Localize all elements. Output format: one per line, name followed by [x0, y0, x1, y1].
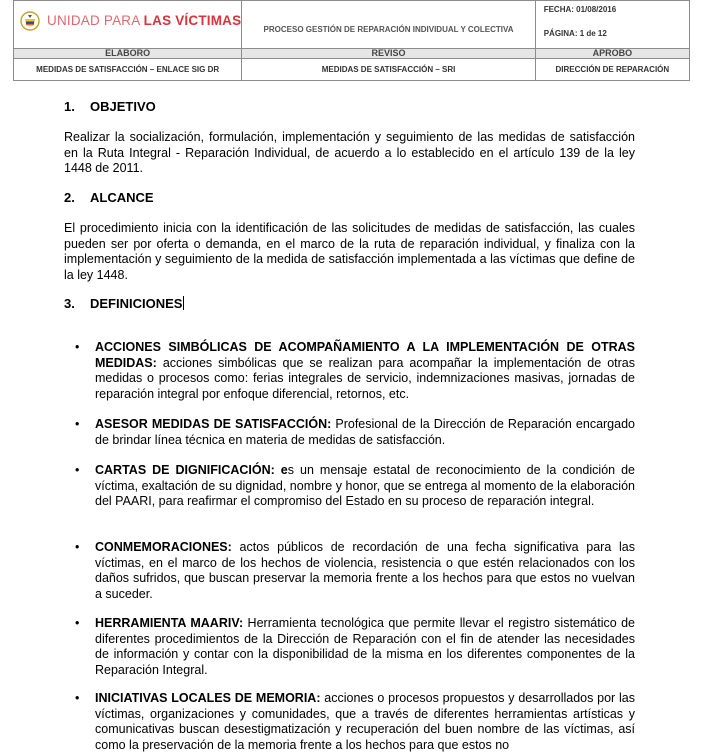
bullet-icon: •	[75, 417, 80, 431]
text-cursor	[183, 296, 184, 310]
section-number: 2.	[64, 190, 75, 205]
objetivo-paragraph[interactable]: Realizar la socialización, formulación, implementación y seguimiento de las medidas de satisfacción en la Ruta Integral - Reparación Individual, de acuerdo a lo establecido en el artículo 139 de la ley 1448 de 2011.	[64, 130, 635, 175]
reviso-value: MEDIDAS DE SATISFACCIÓN – SRI	[242, 59, 535, 81]
definition-text: acciones simbólicas que se realizan para acompañar la implementación de otras medidas o procesos como: ferias integrales de servicio, indemnizaciones masivas, jornadas de reparación integral por enfoque diferencial, retornos, etc.	[95, 355, 635, 401]
definition-term: HERRAMIENTA MAARIV:	[95, 616, 244, 630]
definition-text: acciones o procesos propuestos y desarrollados por las víctimas, organizaciones y comunidades, que a través de diferentes herramientas artísticas y comunicativas buscan desestigmatización y recuperación del buen nombre de las víctimas, así como la preservación de la memoria frente a los hechos para que estos no	[95, 691, 635, 752]
bullet-icon: •	[75, 463, 80, 477]
bullet-icon: •	[75, 540, 80, 554]
definition-term: ASESOR MEDIDAS DE SATISFACCIÓN:	[95, 417, 332, 431]
section-heading-objetivo	[64, 99, 156, 114]
aprobo-label: APROBO	[535, 49, 689, 59]
definition-item[interactable]	[95, 616, 635, 678]
logo-text: UNIDAD PARA LAS VÍCTIMAS	[47, 13, 242, 28]
definition-item[interactable]	[95, 691, 635, 753]
section-number: 3.	[64, 296, 75, 311]
section-heading-definiciones[interactable]	[64, 296, 184, 311]
definition-term: CARTAS DE DIGNIFICACIÓN: e	[95, 463, 288, 477]
definition-item[interactable]	[95, 340, 635, 402]
colombia-seal-icon	[20, 11, 40, 31]
pagina-field: PÁGINA: 1 de 12	[543, 29, 607, 38]
elaboro-label: ELABORO	[14, 49, 242, 59]
definition-term: CONMEMORACIONES:	[95, 540, 232, 554]
section-title: DEFINICIONES	[90, 296, 183, 311]
elaboro-value: MEDIDAS DE SATISFACCIÓN – ENLACE SIG DR	[14, 59, 242, 81]
definition-text: Profesional de la Dirección de Reparación encargado de brindar línea técnica en materia de medidas de satisfacción.	[95, 417, 635, 447]
process-title-cell	[242, 1, 535, 49]
document-header	[13, 0, 690, 81]
section-title: ALCANCE	[90, 190, 154, 205]
definition-text: s un mensaje estatal de reconocimiento de la condición de víctima, exaltación de su dignidad, nombre y honor, que se entrega al momento de la elaboración del PAARI, para reafirmar el compromiso del Estado en su proceso de reparación integral.	[95, 463, 635, 508]
alcance-paragraph[interactable]: El procedimiento inicia con la identificación de las solicitudes de medidas de satisfacción, las cuales pueden ser por oferta o demanda, en el marco de la ruta de reparación individual, y finaliza con la implementación y seguimiento de la medida de satisfacción implementada a las víctimas que define de la ley 1448.	[64, 221, 635, 282]
definition-term: INICIATIVAS LOCALES DE MEMORIA:	[95, 691, 321, 705]
definition-text: actos públicos de recordación de una fecha significativa para las víctimas, en el marco de los hechos de violencia, resistencia o que estén relacionados con los daños sufridos, que buscan preservar la memoria frente a los hechos para que estos no vuelvan a suceder.	[95, 540, 635, 601]
section-number: 1.	[64, 99, 75, 114]
aprobo-value: DIRECCIÓN DE REPARACIÓN	[535, 59, 689, 81]
bullet-icon: •	[75, 616, 80, 630]
bullet-icon: •	[75, 340, 80, 354]
definition-term: ACCIONES SIMBÓLICAS DE ACOMPAÑAMIENTO A LA IMPLEMENTACIÓN DE OTRAS MEDIDAS:	[95, 340, 635, 370]
definition-item[interactable]	[95, 463, 635, 510]
reviso-label: REVISO	[242, 49, 535, 59]
definition-text: Herramienta tecnológica que permite llevar el registro sistemático de diferentes procedimientos de la Dirección de Reparación con el fin de atender las necesidades de información y contar con la disponibilidad de la misma en los diferentes componentes de la Reparación Integral.	[95, 616, 636, 677]
section-heading-alcance	[64, 190, 154, 205]
definition-item[interactable]	[95, 417, 635, 448]
definition-item[interactable]	[95, 540, 635, 602]
process-title: PROCESO GESTIÓN DE REPARACIÓN INDIVIDUAL Y COLECTIVA	[263, 25, 514, 34]
fecha-field: FECHA: 01/08/2016	[543, 5, 617, 14]
bullet-icon: •	[75, 691, 80, 705]
section-title: OBJETIVO	[90, 99, 156, 114]
meta-cell	[535, 1, 689, 49]
unidad-victimas-logo	[14, 11, 241, 31]
logo-cell	[14, 1, 242, 49]
